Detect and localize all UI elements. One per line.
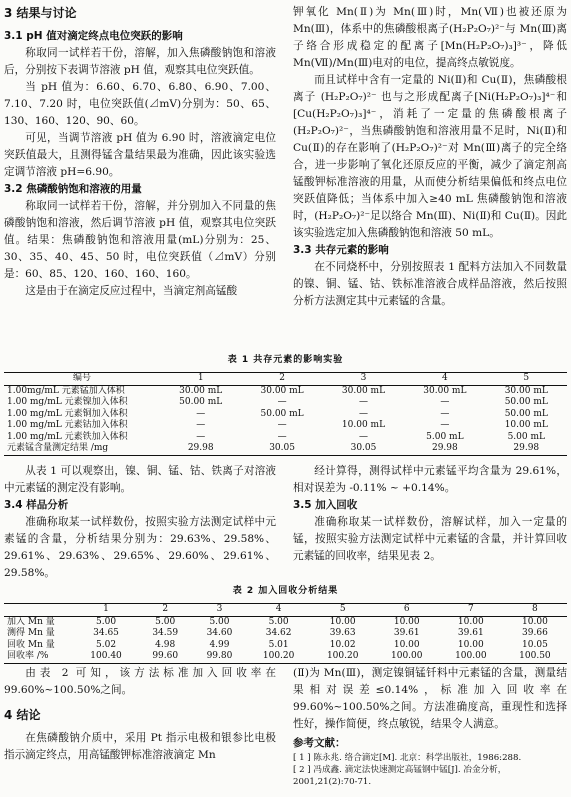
left-column-middle (4, 463, 276, 582)
table-cell: 测得 Mn 量 (7, 628, 55, 638)
table-cell: 50.00 mL (504, 397, 548, 407)
table-cell: 39.66 (522, 628, 548, 638)
table-cell: — (440, 420, 450, 430)
paragraph: 准确称取某一试样数份，溶解试样，加入一定量的锰，按照实验方法测定试样中元素锰的含量，并计算回收元素锰的回收率，结果见表 2。 (293, 516, 567, 562)
table-cell: 1.00 mg/mL 元素铜加入体积 (7, 408, 128, 419)
table-cell: 5.00 mL (426, 431, 464, 442)
table-header-cell: 编号 (72, 373, 91, 383)
section-3-2-heading: 3.2 焦磷酸钠饱和溶液的用量 (4, 183, 142, 195)
right-column-middle (293, 463, 567, 565)
table-cell: — (196, 408, 206, 419)
table-cell: 100.40 (90, 651, 122, 661)
table-header-cell: 1 (103, 604, 109, 614)
table-header-cell: 5 (523, 373, 530, 383)
table-cell: 5.00 (155, 616, 176, 627)
table-header-cell: 7 (467, 604, 474, 614)
table-2-grid (4, 603, 567, 664)
paragraph: 准确称取某一试样数份，按照实验方法测定试样中元素锰的含量，分析结果分别为：29.63%、29.58%、29.61%、29.63%、29.65%、29.60%、29.61%、29.58%。 (4, 516, 276, 579)
table-cell: 99.60 (152, 651, 179, 661)
paragraph: 这是由于在滴定反应过程中，当滴定剂高锰酸 (25, 285, 238, 297)
table-row (4, 409, 567, 421)
table-row (4, 628, 567, 640)
table-row (4, 443, 567, 455)
reference-item: [ 2 ] 冯成鑫. 滴定法快速测定高锰钢中锰[J]. 冶金分析，2001,21(2):70-71. (293, 765, 507, 787)
table-cell: 99.80 (206, 651, 233, 661)
table-cell: 34.59 (152, 628, 179, 638)
table-header-cell: 3 (216, 604, 223, 614)
table-cell: 1.00 mg/mL 元素铁加入体积 (7, 431, 128, 442)
table-cell: 1.00 mg/mL 元素钴加入体积 (7, 420, 128, 430)
table-cell: 1.00mg/mL 元素锰加入体积 (7, 385, 125, 396)
table-cell: — (358, 397, 368, 407)
table-cell: 50.00 mL (260, 408, 304, 419)
paragraph: 在不同烧杯中，分别按照表 1 配料方法加入不同数量的镍、铜、锰、钴、铁标准溶液合成样品溶液，然后按照分析方法测定其中元素锰的含量。 (293, 261, 567, 307)
table-cell: — (440, 408, 450, 419)
table-1-caption: 表 1 共存元素的影响实验 (227, 355, 344, 365)
section-3-5-heading: 3.5 加入回收 (293, 499, 358, 511)
table-cell: 10.00 (457, 639, 484, 650)
table-cell: 1.00 mg/mL 元素镍加入体积 (7, 397, 128, 407)
paragraph: (Ⅱ)为 Mn(Ⅲ)，测定镍铜锰钎料中元素锰的含量，测量结果相对误差≤0.14%，标准加入回收率在 99.60%~100.50%之间。方法准确度高，重现性和选择性好，操作简便，终点敏锐，结果令人满意。 (293, 667, 567, 730)
table-cell: 10.00 (393, 639, 420, 650)
paragraph: 称取同一试样若干份，溶解，加入焦磷酸钠饱和溶液后，分别按下表调节溶液 pH 值，观察其电位突跃值。 (4, 47, 276, 76)
section-4-heading: 4 结论 (4, 708, 41, 722)
right-column-top (293, 4, 567, 310)
table-cell: 10.05 (522, 639, 548, 650)
section-3-heading: 3 结果与讨论 (4, 6, 77, 20)
table-row (4, 420, 567, 432)
table-cell: 100.00 (455, 651, 487, 661)
section-3-3-heading: 3.3 共存元素的影响 (293, 244, 389, 256)
table-cell: 30.00 mL (341, 385, 386, 396)
paragraph: 从表 1 可以观察出，镍、铜、锰、钴、铁离子对溶液中元素锰的测定没有影响。 (4, 465, 276, 494)
table-cell: — (358, 408, 368, 419)
table-2 (4, 583, 567, 664)
table-cell: 30.05 (350, 443, 377, 453)
section-3-1-heading: 3.1 pH 值对滴定终点电位突跃的影响 (4, 30, 183, 42)
table-row (4, 385, 567, 397)
table-cell: — (440, 397, 450, 407)
table-cell: 5.00 (268, 616, 289, 627)
table-cell: 29.98 (431, 443, 458, 453)
paragraph: 而且试样中含有一定量的 Ni(Ⅱ)和 Cu(Ⅱ)，焦磷酸根离子 (H₂P₂O₇)²⁻ 也与之形成配离子[Ni(H₂P₂O₇)₃]⁴⁻和[Cu(H₂P₂O₇)₃]⁴⁻，消耗了一定量的焦磷酸根离子(H₂P₂O₇)²⁻，当焦磷酸钠饱和溶液用量不足时，Ni(Ⅱ)和 Cu(Ⅱ)的存在影响了(H₂P₂O₇)²⁻对 Mn(Ⅲ)离子的完全络合，进一步影响了氧化还原反应的平衡，减少了滴定剂高锰酸钾标准溶液的用量，从而使分析结果偏低和终点电位突跃值降低；当体系中加入≥40 mL 焦磷酸钠饱和溶液时，(H₂P₂O₇)²⁻足以络合 Mn(Ⅲ)、Ni(Ⅱ)和 Cu(Ⅱ)。因此该实验选定加入焦磷酸钠饱和溶液 50 mL。 (293, 74, 567, 239)
table-header-cell: 5 (339, 604, 346, 614)
table-cell: 100.20 (262, 651, 295, 661)
table-cell: 50.00 mL (179, 397, 223, 407)
table-cell: — (277, 420, 287, 430)
table-cell: 100.20 (326, 651, 359, 661)
reference-item: [ 1 ] 陈永兆. 络合滴定[M]. 北京：科学出版社，1986:288. (293, 753, 522, 763)
table-cell: 50.00 mL (504, 408, 548, 419)
left-column-top (4, 4, 276, 300)
table-cell: 5.00 mL (507, 431, 545, 442)
table-header-cell: 3 (360, 373, 367, 383)
table-row (4, 432, 567, 444)
table-cell: 34.62 (265, 628, 292, 638)
table-cell: 4.99 (209, 639, 230, 650)
right-column-bottom (293, 665, 567, 788)
table-2-caption: 表 2 加入回收分析结果 (232, 586, 339, 596)
table-cell: — (196, 431, 206, 442)
table-header-cell: 1 (197, 373, 204, 383)
table-header-cell: 6 (403, 604, 410, 614)
table-cell: 10.00 mL (504, 420, 548, 430)
table-header-cell: 4 (442, 373, 448, 383)
table-1 (4, 352, 567, 456)
table-cell: 30.00 mL (504, 385, 548, 396)
table-cell: 39.63 (329, 628, 356, 638)
table-cell: 5.00 (209, 616, 230, 627)
table-cell: 34.65 (93, 628, 119, 638)
section-3-4-heading: 3.4 样品分析 (4, 499, 69, 511)
table-cell: 10.00 (329, 616, 356, 627)
table-header-row (4, 604, 567, 617)
paragraph: 当 pH 值为：6.60、6.70、6.80、6.90、7.00、7.10、7.20 时，电位突跃值(⊿mV)分别为：50、65、130、160、120、90、60。 (4, 81, 276, 127)
table-cell: 29.98 (187, 443, 214, 453)
paragraph: 经计算得，测得试样中元素锰平均含量为 29.61%，相对误差为 -0.11% ~ +0.14%。 (293, 465, 567, 494)
table-cell: 30.00 mL (260, 385, 304, 396)
table-cell: — (277, 397, 287, 407)
paragraph: 在焦磷酸钠介质中，采用 Pt 指示电极和银参比电极指示滴定终点，用高锰酸钾标准溶液滴定 Mn (4, 732, 276, 761)
table-cell: 10.00 (393, 616, 420, 627)
table-header-row (4, 373, 567, 386)
paragraph: 由表 2 可知，该方法标准加入回收率在 99.60%~100.50%之间。 (4, 667, 276, 696)
table-row (4, 640, 567, 652)
table-cell: 34.60 (206, 628, 233, 638)
table-row (4, 397, 567, 409)
table-cell: 39.61 (393, 628, 420, 638)
left-column-bottom (4, 665, 276, 764)
table-cell: 30.00 mL (423, 385, 467, 396)
paragraph: 钾氧化 Mn(Ⅱ)为 Mn(Ⅲ)时，Mn(Ⅶ)也被还原为 Mn(Ⅲ)，体系中的焦磷酸根离子(H₂P₂O₇)²⁻与 Mn(Ⅲ)离子络合形成稳定的配离子[Mn(H₂P₂O₇)₃]³⁻，降低 Mn(Ⅶ)/Mn(Ⅲ)电对的电位，提高终点敏锐度。 (293, 6, 567, 69)
table-cell: 5.00 (96, 616, 117, 627)
table-cell: 39.61 (457, 628, 484, 638)
table-1-grid (4, 372, 567, 456)
table-cell: 100.50 (519, 651, 551, 661)
table-cell: 5.02 (96, 639, 117, 650)
table-cell: 30.00 mL (179, 385, 223, 396)
table-cell: 加入 Mn 量 (7, 616, 55, 627)
table-header-cell: 2 (279, 373, 285, 383)
table-row (4, 616, 567, 628)
table-cell: 30.05 (269, 443, 295, 453)
table-cell: 元素锰含量测定结果 /mg (7, 443, 109, 453)
table-cell: 10.00 mL (341, 420, 386, 430)
table-cell: 回收率 /% (7, 651, 49, 661)
table-cell: 10.00 (522, 616, 548, 627)
paragraph: 称取同一试样若干份，溶解，并分别加入不同量的焦磷酸钠饱和溶液，然后调节溶液 pH 值，观察其电位突跃值。结果：焦磷酸钠饱和溶液用量(mL)分别为：25、30、35、40、45、50 时，电位突跃值（⊿mV）分别是：60、85、120、160、160、160。 (4, 200, 276, 280)
table-header-cell (4, 604, 74, 617)
table-header-cell: 2 (162, 604, 169, 614)
table-cell: 100.00 (391, 651, 423, 661)
paragraph: 可见，当调节溶液 pH 值为 6.90 时，溶液滴定电位突跃值最大，且测得锰含量结果最为准确，因此该实验选定调节溶液 pH=6.90。 (4, 132, 276, 178)
table-cell: 4.98 (155, 639, 176, 650)
table-header-cell: 8 (532, 604, 538, 614)
references-heading: 参考文献： (293, 737, 346, 749)
table-cell: 5.01 (268, 639, 289, 650)
table-row (4, 651, 567, 663)
table-cell: — (358, 431, 368, 442)
table-cell: 29.98 (513, 443, 540, 453)
table-cell: 10.02 (329, 639, 356, 650)
table-cell: 回收 Mn 量 (7, 639, 55, 650)
table-header-cell: 4 (275, 604, 282, 614)
table-cell: 10.00 (457, 616, 484, 627)
table-cell: — (196, 420, 206, 430)
table-cell: — (277, 431, 287, 442)
